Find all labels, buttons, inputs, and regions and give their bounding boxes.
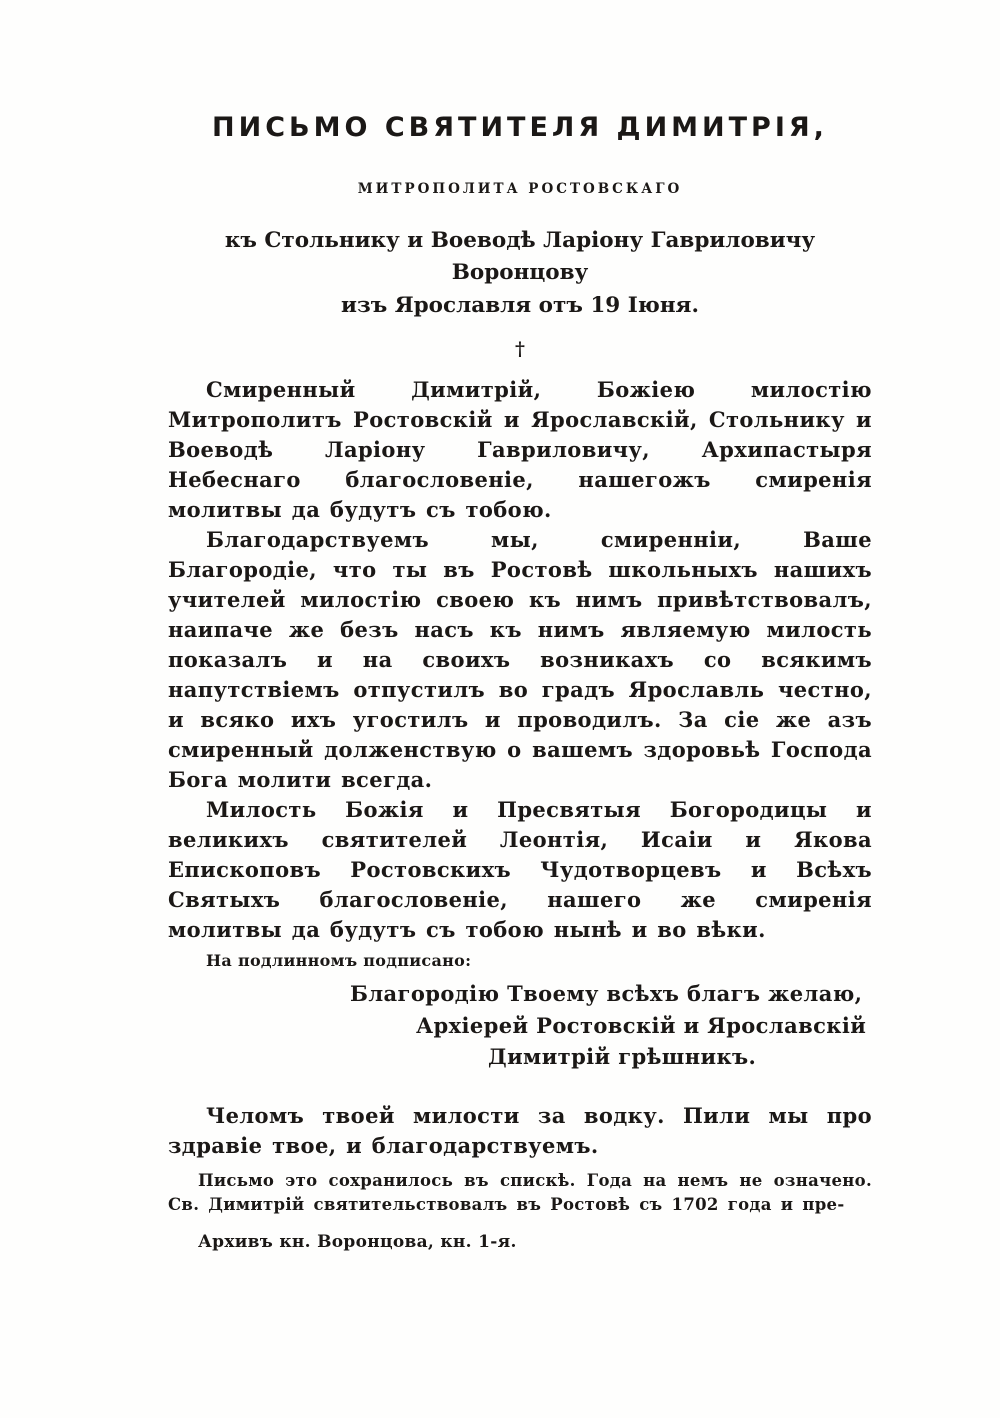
archive-reference: Архивъ кн. Воронцова, кн. 1-я. <box>198 1232 517 1253</box>
letter-paragraph: Благодарствуемъ мы, смиренніи, Ваше Благородіе, что ты въ Ростовѣ школьныхъ нашихъ учителей милостію своею къ нимъ привѣтствовалъ, наипаче же безъ насъ къ нимъ являемую милость показалъ и на своихъ возникахъ со всякимъ напутствіемъ отпустилъ во градъ Ярославль честно, и всяко ихъ угостилъ и проводилъ. За сіе же азъ смиренный долженствую о вашемъ здоровьѣ Господа Бога молити всегда. <box>168 526 872 792</box>
signature-line: Архіерей Ростовскій и Ярославскій <box>416 1012 867 1038</box>
page-subtitle: МИТРОПОЛИТА РОСТОВСКАГО <box>357 181 683 197</box>
signature-line: Благородію Твоему всѣхъ благъ желаю, <box>350 981 863 1007</box>
letter-paragraph: Смиренный Димитрій, Божіею милостію Митрополитъ Ростовскій и Ярославскій, Стольнику и Воеводѣ Ларіону Гавриловичу, Архипастыря Небеснаго благословеніе, нашегожъ смиренія молитвы да будутъ съ тобою. <box>168 376 872 522</box>
addressee-block <box>168 225 872 322</box>
addressee-line-2: изъ Ярославля отъ 19 Іюня. <box>341 292 699 318</box>
letter-paragraph: Милость Божія и Пресвятыя Богородицы и великихъ святителей Леонтія, Исаіи и Якова Епископовъ Ростовскихъ Чудотворцевъ и Всѣхъ Святыхъ благословеніе, нашего же смиренія молитвы да будутъ съ тобою нынѣ и во вѣки. <box>168 796 872 943</box>
letter-body <box>168 375 872 945</box>
cross-ornament: † <box>515 337 525 360</box>
footnote: Письмо это сохранилось въ спискѣ. Года на немъ не означено. Св. Димитрій святительствовалъ въ Ростовѣ съ 1702 года и пре- <box>168 1170 872 1215</box>
addressee-line-1: къ Стольнику и Воеводѣ Ларіону Гавриловичу Воронцову <box>224 228 816 286</box>
signature-block <box>168 978 872 1073</box>
signature-intro: На подлинномъ подписано: <box>206 951 472 971</box>
page-title: ПИСЬМО СВЯТИТЕЛЯ ДИМИТРІЯ, <box>212 112 828 143</box>
postscript-paragraph: Челомъ твоей милости за водку. Пили мы про здравіе твое, и благодарствуемъ. <box>168 1102 872 1158</box>
signature-line: Димитрій грѣшникъ. <box>488 1044 757 1070</box>
